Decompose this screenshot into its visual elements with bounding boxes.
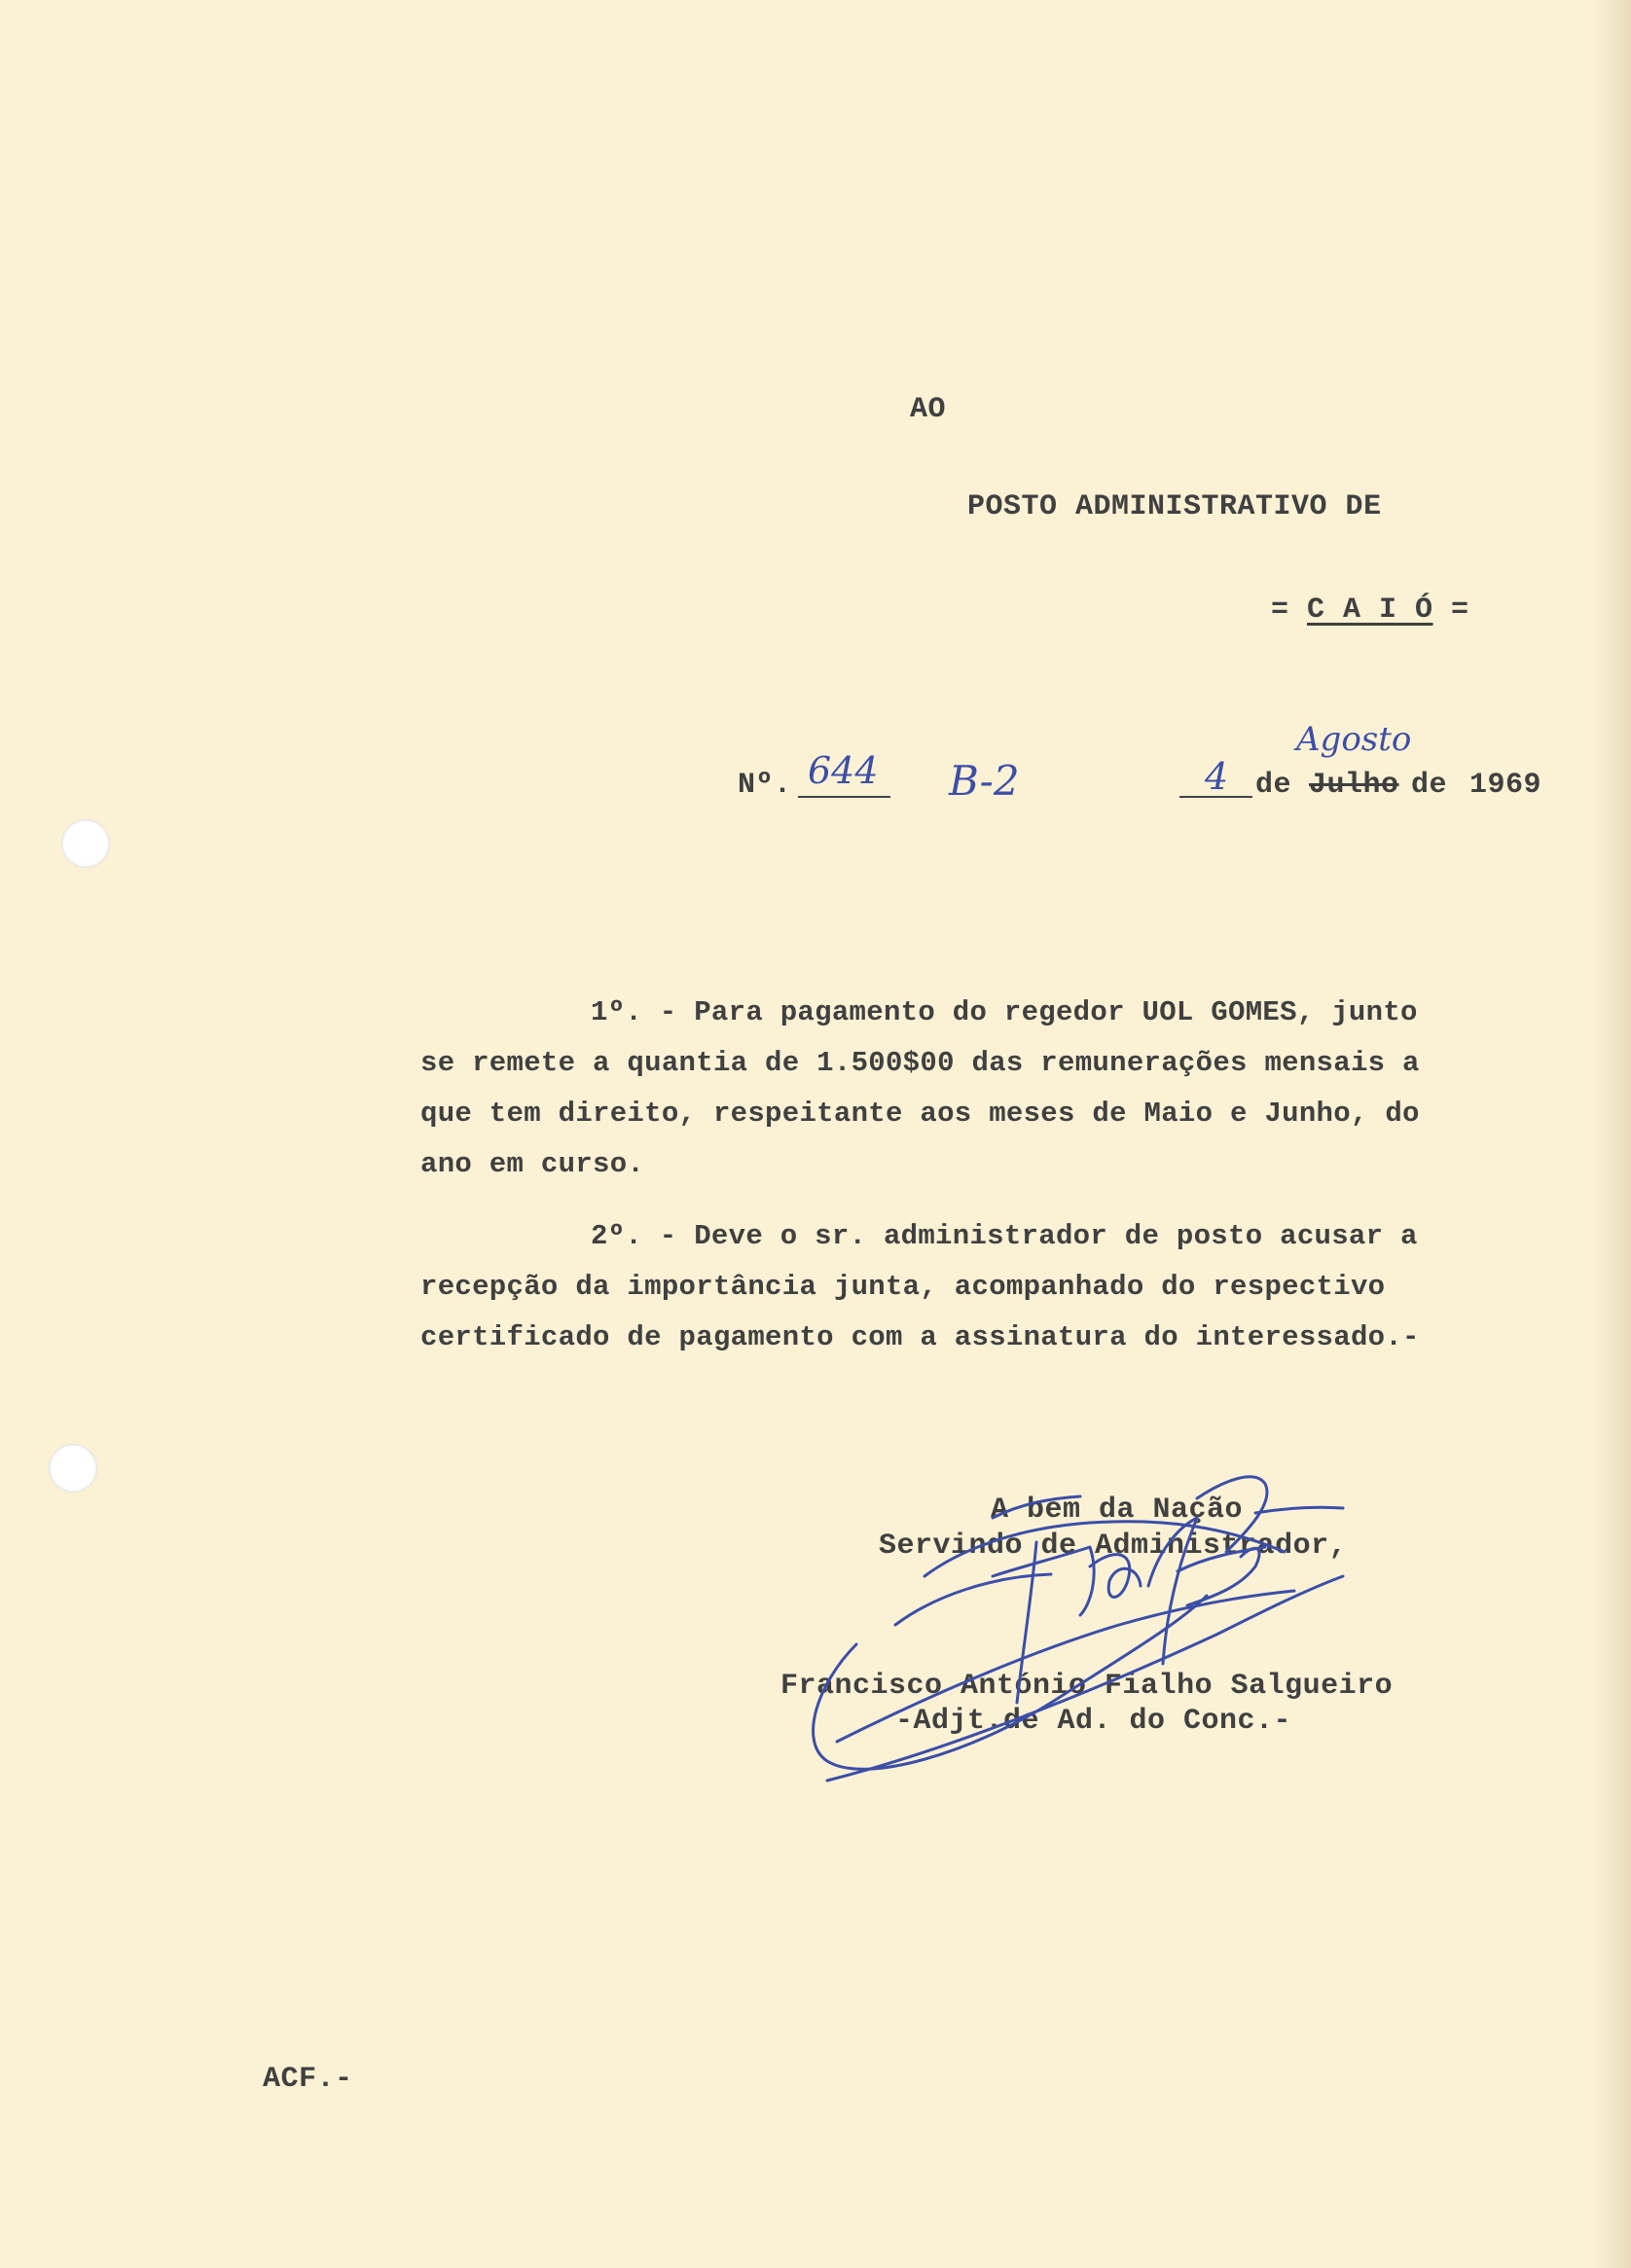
addressee-place: = C A I Ó = [1271,594,1469,627]
paragraph-2-line: 2º. - Deve o sr. administrador de posto acusar a [591,1220,1418,1252]
handwritten-code: B-2 [949,757,1020,805]
footer-initials: ACF.- [263,2063,353,2096]
place-name: C A I Ó [1307,594,1433,627]
handwritten-number: 644 [808,749,879,792]
paragraph-2 [420,1211,1530,1363]
paragraph-2-line: recepção da importância junta, acompanhado do respectivo [420,1271,1386,1303]
addressee-office: POSTO ADMINISTRATIVO DE [967,490,1382,523]
paper-edge-shade [1592,0,1631,2268]
signatory-title: -Adjt.de Ad. do Conc.- [895,1705,1292,1738]
paragraph-1 [420,988,1530,1190]
paragraph-1-line: ano em curso. [420,1148,645,1180]
date-year: 1969 [1469,769,1542,802]
struck-month: Julho [1309,769,1399,802]
closing-role: Servindo de Administrador, [879,1530,1348,1563]
punch-hole-icon [49,1444,97,1493]
paragraph-1-line: 1º. - Para pagamento do regedor UOL GOMES, junto [591,996,1418,1028]
closing-salutation: A bem da Nação [991,1494,1244,1527]
handwritten-month: Agosto [1296,720,1412,759]
handwritten-day: 4 [1205,755,1229,798]
paragraph-1-line: se remete a quantia de 1.500$00 das remunerações mensais a [420,1047,1420,1079]
date-de-2: de [1411,769,1448,802]
paragraph-2-line: certificado de pagamento com a assinatura do interessado.- [420,1321,1420,1353]
signature-icon [798,1459,1401,1810]
date-de-1: de [1255,769,1292,802]
punch-hole-icon [61,819,110,868]
signatory-name: Francisco António Fialho Salgueiro [780,1670,1394,1703]
number-label: Nº. [738,769,792,802]
addressee-to: AO [910,393,947,426]
paragraph-1-line: que tem direito, respeitante aos meses de Maio e Junho, do [420,1098,1420,1130]
number-blank [798,796,890,798]
